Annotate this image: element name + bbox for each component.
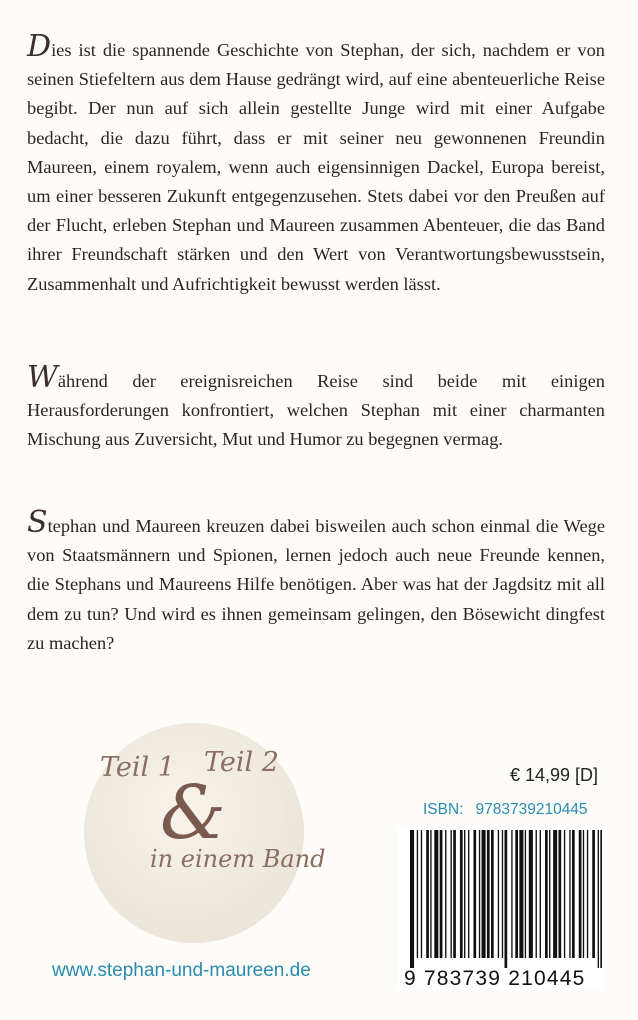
barcode <box>398 826 604 990</box>
barcode-bar <box>451 830 452 958</box>
paragraph-text: tephan und Maureen kreuzen dabei bisweilen auch schon einmal die Wege von Staatsmännern und Spionen, lernen jedoch auch neue Freunde kennen, die Stephans und Maureens Hilfe benötigen. Aber was hat der Jagdsitz mit all dem zu tun? Und wird es ihnen gemeinsam gelingen, den Bösewicht dingfest zu machen? <box>27 516 605 653</box>
barcode-bar <box>569 830 570 958</box>
barcode-bar <box>559 830 562 958</box>
website-link[interactable]: www.stephan-und-maureen.de <box>52 960 311 981</box>
barcode-bar <box>540 830 541 958</box>
barcode-bar <box>536 830 537 958</box>
barcode-bar <box>579 830 582 958</box>
barcode-bar <box>502 830 503 958</box>
barcode-bar <box>479 830 480 958</box>
isbn-value: 9783739210445 <box>475 801 588 818</box>
barcode-bar <box>564 830 565 958</box>
barcode-bar <box>434 830 438 958</box>
drop-cap: W <box>27 360 58 395</box>
medallion-teil-2: Teil 2 <box>204 747 279 778</box>
barcode-bar <box>545 830 548 958</box>
barcode-bar <box>460 830 463 958</box>
barcode-bar <box>511 830 512 958</box>
barcode-bar <box>417 830 418 958</box>
paragraph-text: ährend der ereignisreichen Reise sind beide mit einigen Herausforderungen konfrontiert, welchen Stephan mit einer charmanten Mischung aus Zuversicht, Mut und Humor zu begegnen vermag. <box>27 371 605 450</box>
barcode-bar <box>519 830 523 958</box>
barcode-bar <box>515 830 518 958</box>
barcode-bar <box>598 830 599 968</box>
blurb-paragraph-1 <box>27 29 605 299</box>
barcode-bar <box>430 830 431 958</box>
barcode-bar <box>487 830 490 958</box>
barcode-bar <box>464 830 465 958</box>
medallion-ampersand: & <box>160 770 226 856</box>
medallion-band: in einem Band <box>150 845 326 873</box>
barcode-bar <box>426 830 429 958</box>
blurb-paragraph-3 <box>27 505 605 658</box>
drop-cap: D <box>27 29 52 64</box>
drop-cap: S <box>27 505 48 540</box>
barcode-bar <box>525 830 526 958</box>
barcode-bar <box>421 830 422 958</box>
barcode-bar <box>453 830 456 958</box>
barcode-bar <box>592 830 595 958</box>
barcode-bar <box>553 830 557 958</box>
barcode-bar <box>583 830 584 958</box>
barcode-bar <box>587 830 588 958</box>
blurb-paragraph-2 <box>27 360 605 455</box>
barcode-bar <box>529 830 533 958</box>
barcode-digits: 9 783739 210445 <box>404 967 586 990</box>
isbn-label: ISBN: <box>423 801 464 818</box>
barcode-bar <box>572 830 575 958</box>
barcode-bar <box>600 830 602 968</box>
barcode-bar <box>410 830 414 968</box>
barcode-bar <box>549 830 550 958</box>
barcode-bar <box>445 830 446 958</box>
barcode-bars <box>410 830 602 968</box>
paragraph-text: ies ist die spannende Geschichte von Stephan, der sich, nachdem er von seinen Stiefeltern aus dem Hause gedrängt wird, auf eine abenteuerliche Reise begibt. Der nun auf sich allein gestellte Junge wird mit einer Aufgabe bedacht, die dazu führt, dass er mit seiner neu gewonnenen Freundin Maureen, einem royalem, wenn auch eigensinnigen Dackel, Europa bereist, um einer besseren Zukunft entgegenzusehen. Stets dabei vor den Preußen auf der Flucht, erleben Stephan und Maureen zusammen Abenteuer, die das Band ihrer Freundschaft stärken und den Wert von Verantwortungsbewusstsein, Zusammenhalt und Aufrichtigkeit bewusst werden lässt. <box>27 40 605 294</box>
medallion-teil-1: Teil 1 <box>100 752 175 783</box>
barcode-bar <box>505 830 508 968</box>
isbn-line <box>423 801 588 819</box>
barcode-bar <box>482 830 486 958</box>
barcode-bar <box>498 830 499 958</box>
barcode-bar <box>468 830 469 958</box>
barcode-bar <box>473 830 476 958</box>
barcode-bar <box>491 830 494 958</box>
price: € 14,99 [D] <box>509 765 598 785</box>
barcode-bar <box>440 830 443 958</box>
